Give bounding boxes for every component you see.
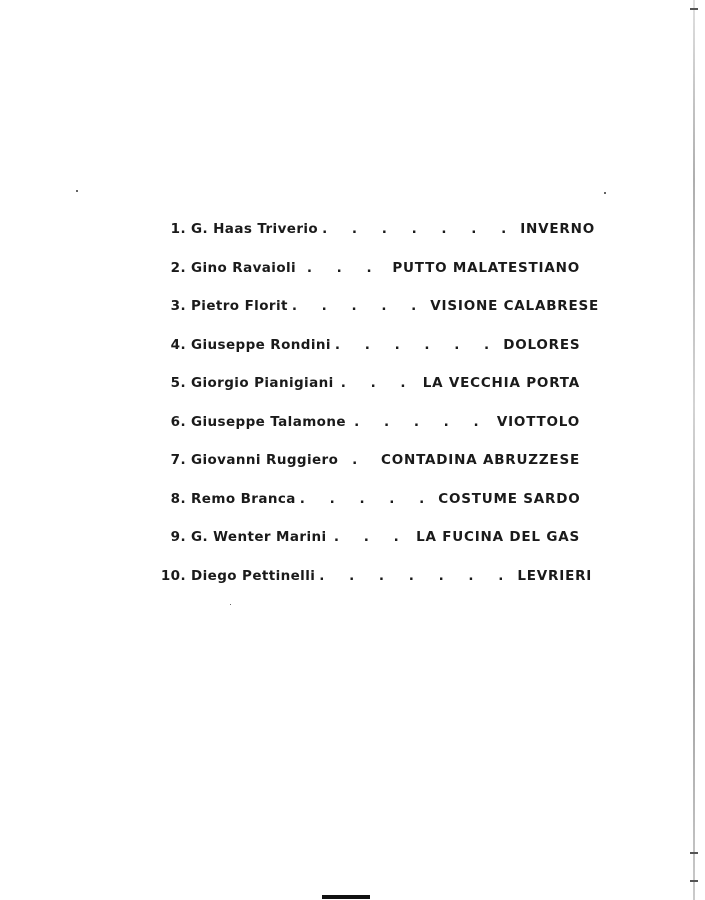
scan-edge-tick: [690, 852, 698, 854]
dot-leader: . . .: [333, 529, 409, 546]
list-item: [150, 210, 595, 249]
entry-number: 2.: [170, 259, 186, 276]
scan-edge-tick: [690, 8, 698, 10]
artist-name: Giovanni Ruggiero: [191, 452, 339, 469]
entry-number: 6.: [170, 413, 186, 430]
entry-number: 3.: [170, 298, 186, 315]
artist-name: Pietro Florit: [191, 298, 288, 315]
list-item: [150, 480, 580, 519]
dot-leader: . . . . . . .: [322, 221, 517, 238]
artist-name: Giuseppe Rondini: [191, 336, 331, 353]
artwork-title: LA VECCHIA PORTA: [422, 375, 580, 392]
list-item: [150, 287, 600, 326]
list-item: [150, 326, 580, 365]
dust-speck: [604, 192, 606, 194]
dot-leader: . . . . .: [354, 413, 489, 430]
dot-leader: . . . . . .: [334, 336, 500, 353]
dust-speck: [230, 604, 231, 605]
dust-speck: [76, 190, 78, 192]
artwork-title: VISIONE CALABRESE: [430, 298, 600, 315]
dot-leader: . . . . .: [291, 298, 427, 315]
list-item: [150, 441, 580, 480]
artist-name: Diego Pettinelli: [191, 567, 316, 584]
list-item: [150, 518, 580, 557]
entry-number: 7.: [170, 452, 186, 469]
dot-leader: . . .: [340, 375, 416, 392]
artwork-title: CONTADINA ABRUZZESE: [380, 452, 580, 469]
scan-edge-tick: [690, 880, 698, 882]
artist-name: G. Wenter Marini: [191, 529, 327, 546]
list-item: [150, 249, 580, 288]
artist-name: Giorgio Pianigiani: [191, 375, 334, 392]
artist-name: Giuseppe Talamone: [191, 413, 346, 430]
artwork-title: DOLORES: [503, 336, 581, 353]
list-item: [150, 557, 593, 596]
dot-leader: . . . . .: [299, 490, 435, 507]
artwork-title: LEVRIERI: [517, 567, 593, 584]
artist-name: G. Haas Triverio: [191, 221, 319, 238]
artwork-title: PUTTO MALATESTIANO: [392, 259, 580, 276]
dot-leader: . . . . . . .: [319, 567, 514, 584]
list-item: [150, 364, 580, 403]
bottom-edge-mark: [322, 895, 370, 899]
list-item: [150, 403, 580, 442]
dot-leader: . . .: [306, 259, 382, 276]
artwork-title: VIOTTOLO: [496, 413, 580, 430]
artwork-title: INVERNO: [520, 221, 595, 238]
entry-number: 9.: [170, 529, 186, 546]
scan-edge-line: [693, 0, 695, 900]
entry-number: 1.: [170, 221, 186, 238]
entry-number: 4.: [170, 336, 186, 353]
artwork-list: [150, 210, 600, 595]
entry-number: 5.: [170, 375, 186, 392]
artist-name: Gino Ravaioli: [191, 259, 297, 276]
entry-number: 8.: [170, 490, 186, 507]
dot-leader: .: [352, 452, 368, 469]
artist-name: Remo Branca: [191, 490, 296, 507]
artwork-title: LA FUCINA DEL GAS: [416, 529, 580, 546]
artwork-title: COSTUME SARDO: [438, 490, 581, 507]
entry-number: 10.: [160, 567, 186, 584]
